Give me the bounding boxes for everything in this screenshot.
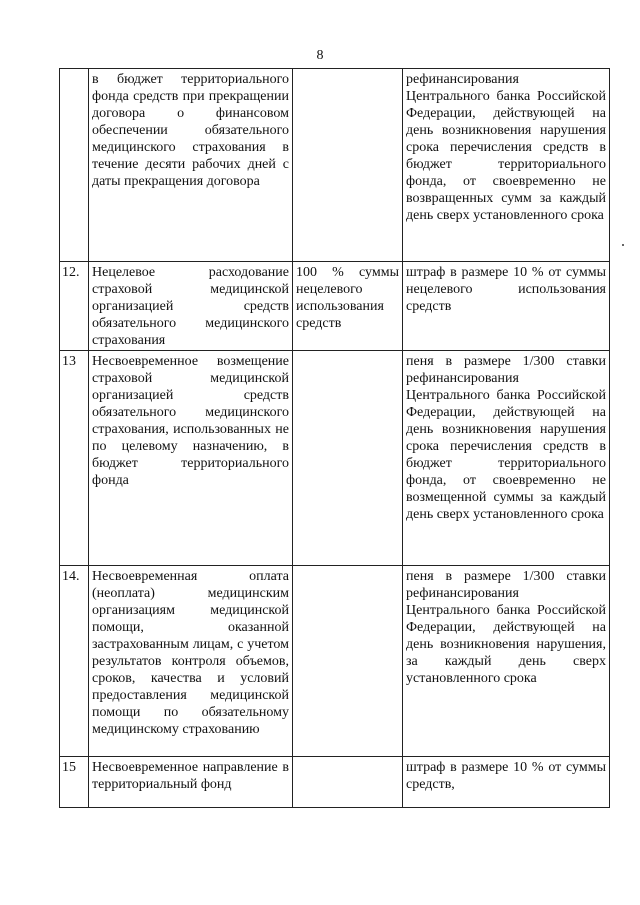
penalty-cell: рефинансирования Центрального банка Российской Федерации, действующей на день возникновения нарушения срока перечисления средств в бюджет территориального фонда, от своевременно не возвращенных сумм за каждый день сверх установленного срока: [403, 69, 610, 262]
table-row: [60, 262, 610, 351]
amount-cell: [293, 69, 403, 262]
violation-cell: Несвоевременная оплата (неоплата) медицинским организациям медицинской помощи, оказанной застрахованным лицам, с учетом результатов контроля объемов, сроков, качества и условий предоставления медицинской помощи по обязательному медицинскому страхованию: [89, 566, 293, 757]
row-number-cell: 13: [60, 351, 89, 566]
penalty-cell: пеня в размере 1/300 ставки рефинансирования Центрального банка Российской Федерации, действующей на день возникновения нарушения срока перечисления средств в бюджет территориального фонда, от своевременно не возмещенной суммы за каждый день сверх установленного срока: [403, 351, 610, 566]
violation-cell: Нецелевое расходование страховой медицинской организацией средств обязательного медицинского страхования: [89, 262, 293, 351]
table-row: [60, 566, 610, 757]
violation-cell: Несвоевременное направление в территориальный фонд: [89, 757, 293, 808]
row-number-cell: 15: [60, 757, 89, 808]
violation-cell: в бюджет территориального фонда средств при прекращении договора о финансовом обеспечении обязательного медицинского страхования в течение десяти рабочих дней с даты прекращения договора: [89, 69, 293, 262]
row-number-cell: 14.: [60, 566, 89, 757]
amount-cell: [293, 757, 403, 808]
table-row: [60, 351, 610, 566]
table-row: [60, 757, 610, 808]
scan-speck: [622, 244, 624, 246]
table-row: [60, 69, 610, 262]
amount-cell: [293, 351, 403, 566]
row-number-cell: [60, 69, 89, 262]
page-number: 8: [316, 48, 324, 63]
penalty-cell: пеня в размере 1/300 ставки рефинансирования Центрального банка Российской Федерации, действующей на день возникновения нарушения, за каждый день сверх установленного срока: [403, 566, 610, 757]
amount-cell: 100 % суммы нецелевого использования средств: [293, 262, 403, 351]
penalties-table: [59, 68, 610, 808]
violation-cell: Несвоевременное возмещение страховой медицинской организацией средств обязательного медицинского страхования, использованных не по целевому назначению, в бюджет территориального фонда: [89, 351, 293, 566]
amount-cell: [293, 566, 403, 757]
penalty-cell: штраф в размере 10 % от суммы нецелевого использования средств: [403, 262, 610, 351]
row-number-cell: 12.: [60, 262, 89, 351]
penalty-cell: штраф в размере 10 % от суммы средств,: [403, 757, 610, 808]
